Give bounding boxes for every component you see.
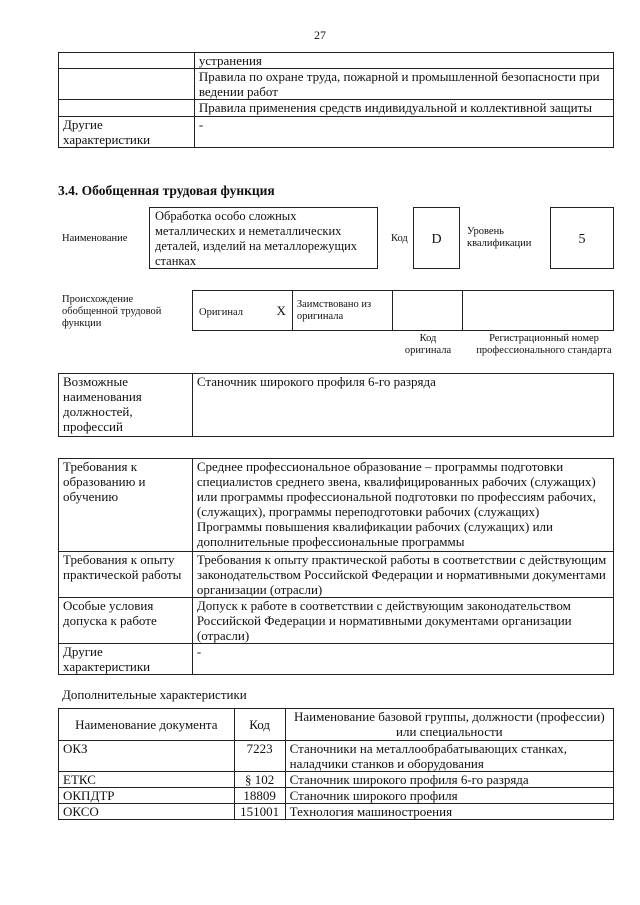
table-header-row [59,709,614,741]
original-mark: X [276,302,286,318]
table-cell: - [194,117,613,148]
origin-table [192,290,614,331]
table-cell: Станочник широкого профиля 6-го разряда [285,772,613,788]
column-header: Наименование документа [59,709,235,741]
code-value-box [413,207,460,269]
requirement-label: Требования к опыту практической работы [59,552,193,598]
table-cell: ЕТКС [59,772,235,788]
table-row [59,772,614,788]
table-cell: Правила по охране труда, пожарной и промышленной безопасности при ведении работ [194,69,613,100]
table-cell: Станочники на металлообрабатывающих станках, наладчики станков и оборудования [285,741,613,772]
original-cell [193,291,293,331]
requirement-label: Другие характеристики [59,644,193,675]
table-cell: Другие характеристики [59,117,195,148]
table-cell [59,53,195,69]
table-row [59,788,614,804]
table-row [59,69,614,100]
additional-table [58,708,614,820]
table-cell: Правила применения средств индивидуальной и коллективной защиты [194,100,613,117]
requirement-label: Особые условия допуска к работе [59,598,193,644]
name-value-box [149,207,378,269]
page-number: 27 [314,28,326,42]
table-cell: Станочник широкого профиля [285,788,613,804]
table-row [59,644,614,675]
requirement-value: Требования к опыту практической работы в соответствии с действующим законодательством Российской Федерации и нормативными документами организации (отрасли) [192,552,613,598]
top-table [58,52,614,148]
table-cell: 7223 [234,741,285,772]
additional-title: Дополнительные характеристики [62,687,247,702]
code-original-cell [392,291,462,331]
requirement-value: Допуск к работе в соответствии с действующим законодательством Российской Федерации и нормативными документами организации (отрасли) [192,598,613,644]
section-title: 3.4. Обобщенная трудовая функция [58,183,275,198]
table-row [59,459,614,552]
requirement-value [192,459,613,552]
table-row [59,741,614,772]
name-value: Обработка особо сложных металлических и неметаллических деталей, изделий на металлорежущих станках [155,209,358,268]
positions-table [58,373,614,437]
table-row [193,291,614,331]
table-row [59,117,614,148]
table-row [59,100,614,117]
name-label: Наименование [62,233,128,244]
table-cell: 151001 [234,804,285,820]
table-cell [59,100,195,117]
requirement-label: Требования к образованию и обучению [59,459,193,552]
requirements-table [58,458,614,675]
table-row [59,374,614,437]
reg-number-caption: Регистрационный номер профессионального стандарта [476,333,612,356]
requirement-value: - [192,644,613,675]
table-row [59,53,614,69]
table-cell [59,69,195,100]
level-label: Уровень квалификации [467,226,532,249]
table-row [59,804,614,820]
column-header: Код [234,709,285,741]
level-value: 5 [578,232,586,247]
origin-label: Происхождение обобщенной трудовой функции [62,294,162,329]
original-label: Оригинал [199,306,243,318]
code-original-caption: Код оригинала [404,333,452,356]
table-row [59,552,614,598]
table-cell: § 102 [234,772,285,788]
table-cell: ОКСО [59,804,235,820]
code-value: D [431,232,442,247]
table-cell: Технология машиностроения [285,804,613,820]
requirement-line: Программы повышения квалификации рабочих (служащих) или дополнительные профессиональные программы [196,519,553,549]
table-cell: устранения [194,53,613,69]
level-value-box [550,207,614,269]
reg-number-cell [462,291,614,331]
table-cell: ОКЗ [59,741,235,772]
positions-value: Станочник широкого профиля 6-го разряда [192,374,613,437]
positions-label: Возможные наименования должностей, профессий [59,374,193,437]
table-cell: ОКПДТР [59,788,235,804]
column-header: Наименование базовой группы, должности (профессии) или специальности [285,709,613,741]
borrowed-label: Заимствовано из оригинала [292,291,392,331]
table-row [59,598,614,644]
requirement-line: Среднее профессиональное образование – программы подготовки специалистов среднего звена, квалифицированных рабочих (служащих) или программы профессиональной подготовки по профессиям рабочих, (служащих), программы переподготовки рабочих (служащих) [196,459,597,519]
table-cell: 18809 [234,788,285,804]
code-label: Код [391,233,408,244]
